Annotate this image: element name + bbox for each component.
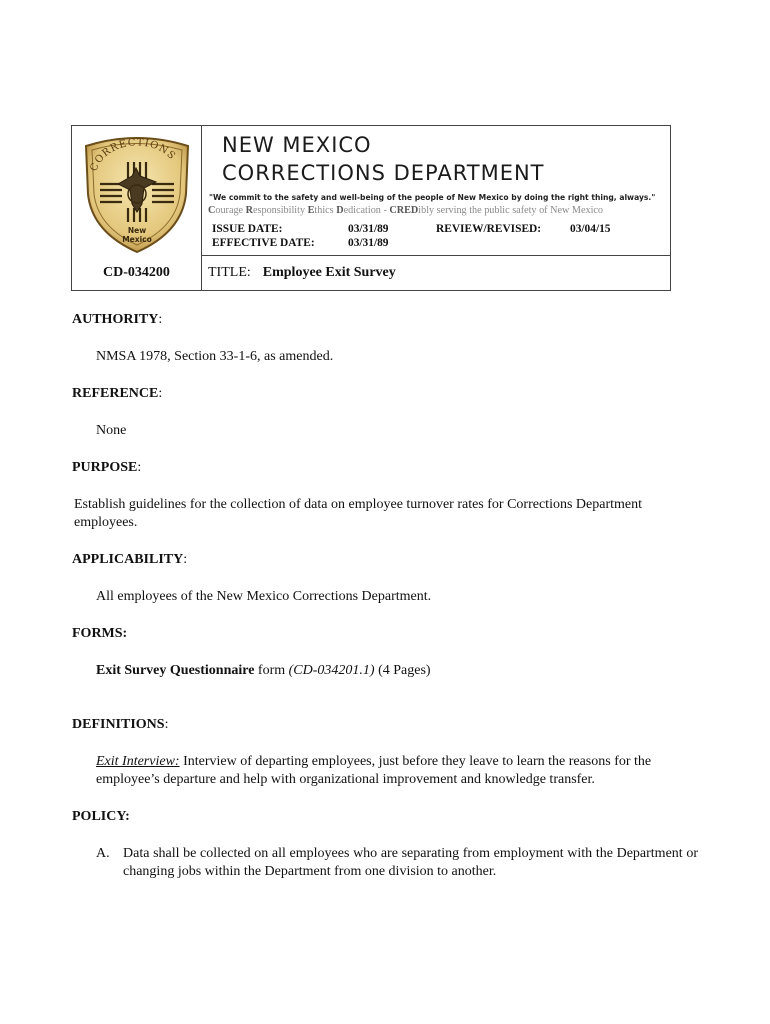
document-number: CD-034200 [103,265,170,280]
effective-date-label: EFFECTIVE DATE: [212,237,315,249]
agency-name-line1: NEW MEXICO [222,133,372,157]
document-title [208,255,396,291]
form-code: (CD-034201.1) [288,663,375,678]
definition-exit-interview: Exit Interview: Interview of departing employees, just before they leave to learn the reasons for the employee’s departure and help with organizational improvement and knowledge transfer. [96,754,652,787]
title-label: TITLE: [208,265,251,280]
badge-state-line2: Mexico [122,235,152,244]
forms-item: Exit Survey Questionnaire form (CD-034201.1) (4 Pages) [96,663,431,678]
issue-date-value: 03/31/89 [348,223,389,235]
reference-heading: REFERENCE: [72,386,163,401]
issue-date-label: ISSUE DATE: [212,223,283,235]
badge-arc-text: CORRECTIONS [88,137,178,174]
effective-date-value: 03/31/89 [348,237,389,249]
header-divider-vertical [201,126,202,290]
badge-state-line1: New [127,226,147,235]
forms-heading: FORMS: [72,626,128,641]
authority-text: NMSA 1978, Section 33-1-6, as amended. [96,349,334,364]
authority-heading: AUTHORITY: [72,312,163,327]
reference-text: None [96,423,127,438]
agency-credo: Courage Responsibility Ethics Dedication - CREDibly serving the public safety of New Mexico [208,205,604,216]
agency-motto: "We commit to the safety and well-being of the people of New Mexico by doing the right thing, always." [209,193,656,202]
purpose-heading: PURPOSE: [72,460,142,475]
document-header [71,125,671,291]
definitions-heading: DEFINITIONS: [72,717,169,732]
policy-item-a-marker: A. [96,846,110,861]
form-name: Exit Survey Questionnaire [96,663,255,678]
title-value: Employee Exit Survey [262,265,396,280]
applicability-heading: APPLICABILITY: [72,552,188,567]
policy-heading: POLICY: [72,809,130,824]
agency-name-line2: CORRECTIONS DEPARTMENT [222,161,545,185]
review-revised-label: REVIEW/REVISED: [436,223,542,235]
review-revised-value: 03/04/15 [570,223,611,235]
policy-item-a-text: Data shall be collected on all employees who are separating from employment with the Department or changing jobs within the Department from one division to another. [123,846,698,879]
applicability-text: All employees of the New Mexico Corrections Department. [96,589,432,604]
definition-term: Exit Interview: [96,754,180,769]
corrections-badge-logo [78,132,196,254]
purpose-text: Establish guidelines for the collection of data on employee turnover rates for Corrections Department employees. [74,497,642,530]
